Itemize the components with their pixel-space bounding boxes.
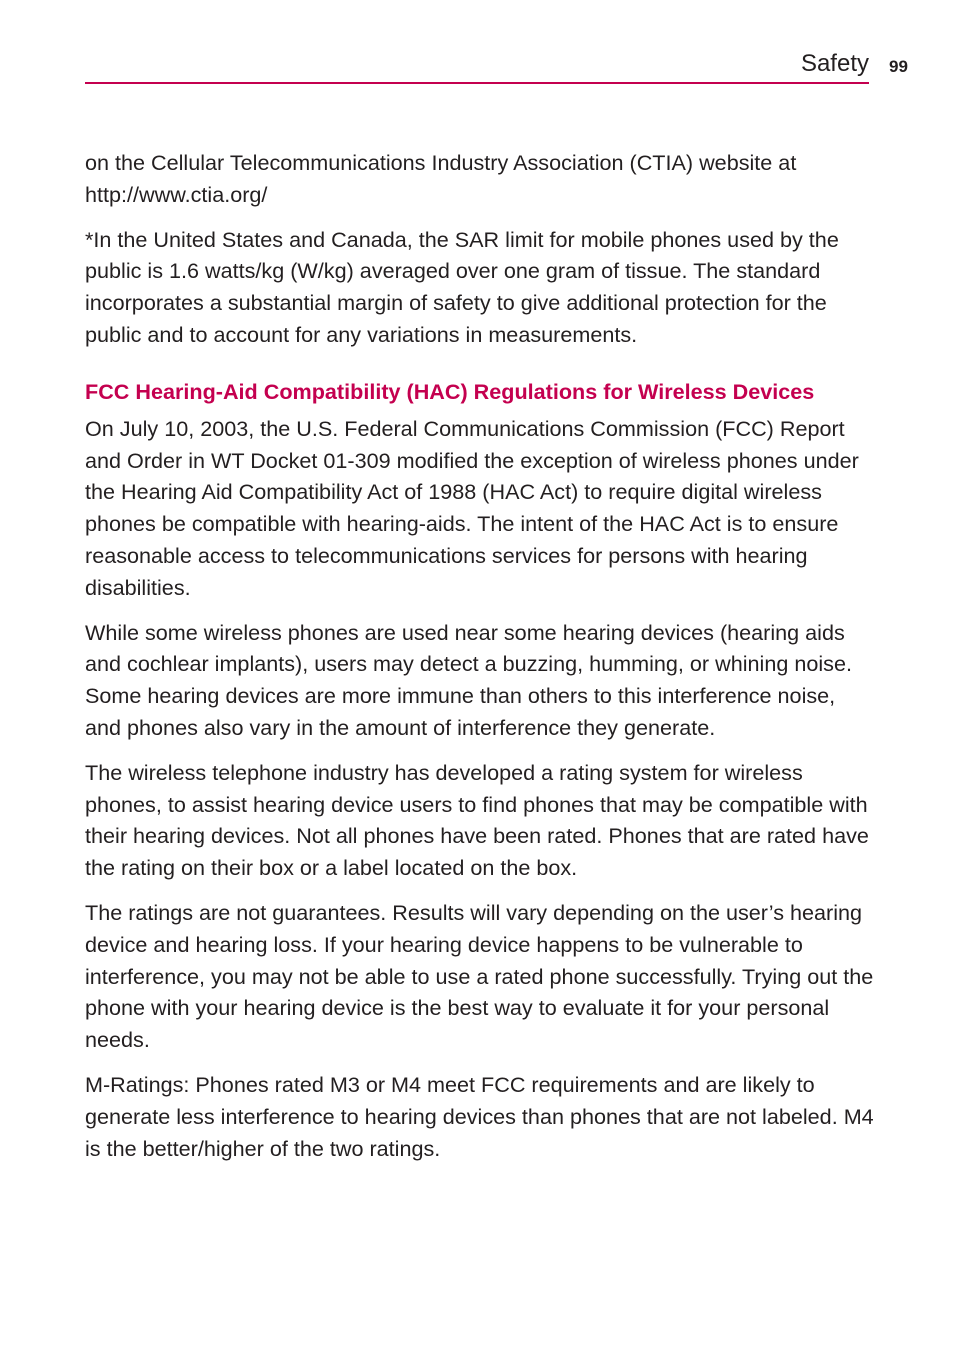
paragraph-hac-order: On July 10, 2003, the U.S. Federal Communications Commission (FCC) Report and Order in WT Docket 01-309 modified the exception of wireless phones under the Hearing Aid Compatibility Act of 1988 (HAC Act) to require digital wireless phones be compatible with hearing-aids. The intent of the HAC Act is to ensure reasonable access to telecommunications services for persons with hearing disabilities. xyxy=(85,415,859,600)
section-title: Safety xyxy=(800,50,869,77)
paragraph-rating-system: The wireless telephone industry has developed a rating system for wireless phones, to assist hearing device users to find phones that may be compatible with their hearing devices. Not all phones have been rated. Phones that are rated have the rating on their box or a label located on the box. xyxy=(85,759,869,881)
section-heading-hac: FCC Hearing-Aid Compatibility (HAC) Regulations for Wireless Devices xyxy=(85,378,815,404)
page-content xyxy=(85,147,875,1177)
paragraph-guarantees: The ratings are not guarantees. Results will vary depending on the user’s hearing device and hearing loss. If your hearing device happens to be vulnerable to interference, you may not be able to use a rated phone successfully. Trying out the phone with your hearing device is the best way to evaluate it for your personal needs. xyxy=(85,899,874,1053)
paragraph-ctia: on the Cellular Telecommunications Industry Association (CTIA) website at http://www.ctia.org/ xyxy=(85,150,797,207)
paragraph-sar-limit: *In the United States and Canada, the SAR limit for mobile phones used by the public is 1.6 watts/kg (W/kg) averaged over one gram of tissue. The standard incorporates a substantial margin of safety to give additional protection for the public and to account for any variations in measurements. xyxy=(85,226,839,347)
page-header xyxy=(85,48,869,84)
paragraph-m-ratings: M-Ratings: Phones rated M3 or M4 meet FCC requirements and are likely to generate less interference to hearing devices than phones that are not labeled. M4 is the better/higher of the two ratings. xyxy=(85,1071,874,1161)
page-number: 99 xyxy=(889,57,908,76)
paragraph-interference: While some wireless phones are used near some hearing devices (hearing aids and cochlear implants), users may detect a buzzing, humming, or whining noise. Some hearing devices are more immune than others to this interference noise, and phones also vary in the amount of interference they generate. xyxy=(85,619,852,740)
